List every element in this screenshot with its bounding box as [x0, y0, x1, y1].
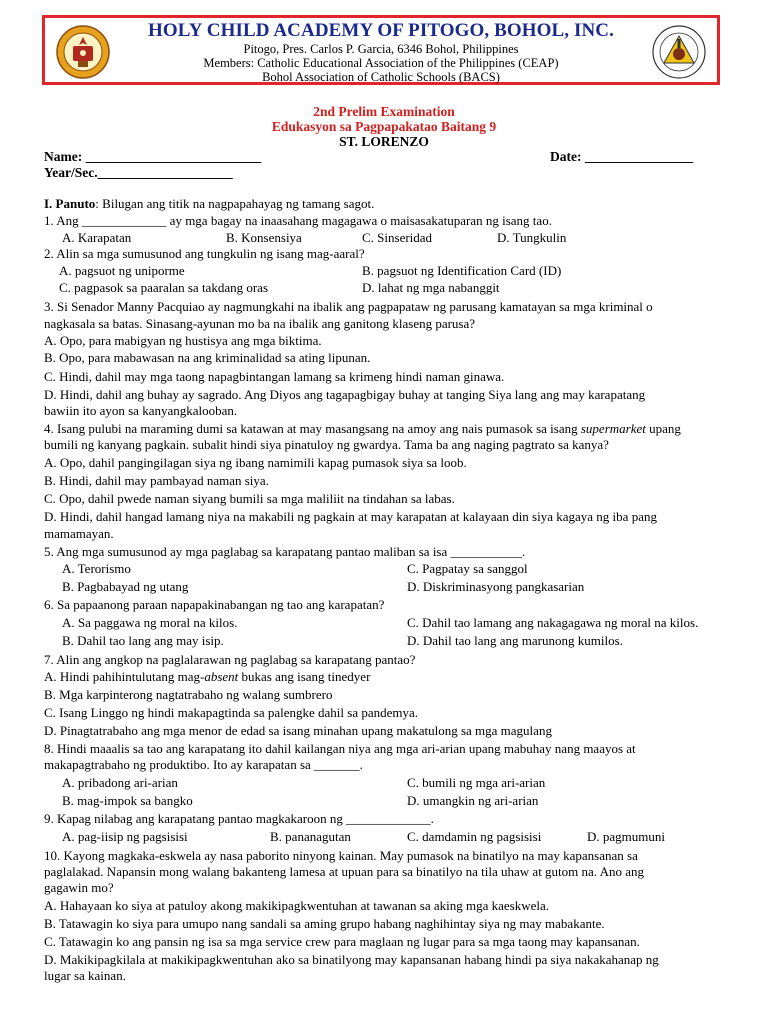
instruction-text: : Bilugan ang titik na nagpapahayag ng tamang sagot. [95, 196, 375, 211]
instruction-label: I. Panuto [44, 196, 96, 211]
ceap-seal-icon [652, 25, 706, 79]
date-field[interactable]: Date: ________________ [550, 149, 693, 164]
q9-choice-b[interactable]: B. pananagutan [270, 829, 351, 844]
q3-choice-d-line-2: bawiin ito ayon sa kanyangkalooban. [44, 403, 238, 418]
q8-choice-b[interactable]: B. mag-impok sa bangko [62, 793, 193, 808]
section-name: ST. LORENZO [339, 134, 429, 149]
q4-text-end: upang [645, 421, 681, 436]
instruction [44, 196, 374, 211]
q6-choice-a[interactable]: A. Sa paggawa ng moral na kilos. [62, 615, 238, 630]
question-8-line-1: 8. Hindi maaalis sa tao ang karapatang ito dahil kailangan niya ang mga ari-arian upang mabuhay nang maayos at [44, 741, 636, 756]
q2-choice-c[interactable]: C. pagpasok sa paaralan sa takdang oras [59, 280, 269, 295]
q6-choice-c[interactable]: C. Dahil tao lamang ang nakagagawa ng moral na kilos. [407, 615, 699, 630]
question-6: 6. Sa papaanong paraan napapakinabangan ng tao ang karapatan? [44, 597, 385, 612]
q8-choice-c[interactable]: C. bumili ng mga ari-arian [407, 775, 546, 790]
question-8-line-2: makapagtrabaho ng produktibo. Ito ay karapatan sa _______. [44, 757, 363, 772]
q9-choice-c[interactable]: C. damdamin ng pagsisisi [407, 829, 542, 844]
q10-choice-d-line-1[interactable]: D. Makikipagkilala at makikipagkwentuhan ako sa binatilyong may kapansanan habang hindi pa siya nakakahanap ng [44, 952, 659, 967]
q4-text-start: 4. Isang pulubi na maraming dumi sa katawan at may masangsang na amoy ang nais pumasok sa isang [44, 421, 581, 436]
q2-choice-a[interactable]: A. pagsuot ng uniporme [59, 263, 185, 278]
school-header [42, 15, 720, 85]
q8-choice-a[interactable]: A. pribadong ari-arian [62, 775, 178, 790]
question-10-line-2: paglalakad. Napansin mong walang bakanteng lamesa at upuan para sa binatilyo na tila uhaw at gutom na. Ano ang [44, 864, 644, 879]
q5-choice-b[interactable]: B. Pagbabayad ng utang [62, 579, 189, 594]
question-10-line-1: 10. Kayong magkaka-eskwela ay nasa paborito ninyong kainan. May pumasok na binatilyo na may kapansanan sa [44, 848, 638, 863]
year-section-field[interactable]: Year/Sec.____________________ [44, 165, 233, 180]
q10-choice-d-line-2: lugar sa kainan. [44, 968, 126, 983]
q7-choice-d[interactable]: D. Pinagtatrabaho ang mga menor de edad sa isang minahan upang makatulong sa mga magulang [44, 723, 552, 738]
question-7: 7. Alin ang angkop na paglalarawan ng paglabag sa karapatang pantao? [44, 652, 416, 667]
q1-choice-a[interactable]: A. Karapatan [62, 230, 132, 245]
q5-choice-c[interactable]: C. Pagpatay sa sanggol [407, 561, 528, 576]
question-2: 2. Alin sa mga sumusunod ang tungkulin ng isang mag-aaral? [44, 246, 365, 261]
q6-choice-b[interactable]: B. Dahil tao lang ang may isip. [62, 633, 224, 648]
q10-choice-c[interactable]: C. Tatawagin ko ang pansin ng isa sa mga service crew para maglaan ng lugar para sa mga taong may kapansanan. [44, 934, 640, 949]
q4-choice-d-line-1[interactable]: D. Hindi, dahil hangad lamang niya na makabili ng pagkain at may karapatan at kalayaan din siya kagaya ng iba pang [44, 509, 657, 524]
question-4-line-2: bumili ng kanyang pagkain. subalit hindi siya pinatuloy ng gwardya. Tama ba ang naging pagtrato sa kanya? [44, 437, 609, 452]
membership-line: Members: Catholic Educational Association of the Philippines (CEAP) [203, 56, 559, 70]
q7-choice-b[interactable]: B. Mga karpinterong nagtatrabaho ng walang sumbrero [44, 687, 333, 702]
q1-choice-d[interactable]: D. Tungkulin [497, 230, 567, 245]
question-3-line-1: 3. Si Senador Manny Pacquiao ay nagmungkahi na ibalik ang pagpapataw ng parusang kamatayan sa mga kriminal o [44, 299, 653, 314]
question-4-line-1 [44, 421, 681, 436]
q7a-text-start: A. Hindi pahihintulutang mag- [44, 669, 205, 684]
exam-title: 2nd Prelim Examination [313, 104, 455, 119]
q4-choice-c[interactable]: C. Opo, dahil pwede naman siyang bumili sa mga maliliit na tindahan sa labas. [44, 491, 455, 506]
q3-choice-c[interactable]: C. Hindi, dahil may mga taong napagbintangan lamang sa krimeng hindi naman ginawa. [44, 369, 505, 384]
q10-choice-a[interactable]: A. Hahayaan ko siya at patuloy akong makikipagkwentuhan at tawanan sa aking mga kaeskwela. [44, 898, 550, 913]
q1-choice-c[interactable]: C. Sinseridad [362, 230, 433, 245]
question-9: 9. Kapag nilabag ang karapatang pantao magkakaroon ng _____________. [44, 811, 434, 826]
q1-choice-b[interactable]: B. Konsensiya [226, 230, 302, 245]
q3-choice-b[interactable]: B. Opo, para mabawasan na ang kriminalidad sa ating lipunan. [44, 350, 371, 365]
q7a-italic-word: absent [204, 669, 239, 684]
q5-choice-d[interactable]: D. Diskriminasyong pangkasarian [407, 579, 585, 594]
q8-choice-d[interactable]: D. umangkin ng ari-arian [407, 793, 539, 808]
q7-choice-c[interactable]: C. Isang Linggo ng hindi makapagtinda sa palengke dahil sa pandemya. [44, 705, 419, 720]
question-3-line-2: nagkasala sa batas. Sinasang-ayunan mo ba na ibalik ang ganitong klaseng parusa? [44, 316, 476, 331]
q10-choice-b[interactable]: B. Tatawagin ko siya para umupo nang sandali sa aming grupo habang naghihintay siya ng may mabakante. [44, 916, 605, 931]
q9-choice-a[interactable]: A. pag-iisip ng pagsisisi [62, 829, 188, 844]
q5-choice-a[interactable]: A. Terorismo [62, 561, 131, 576]
association-line: Bohol Association of Catholic Schools (BACS) [262, 70, 500, 84]
question-5: 5. Ang mga sumusunod ay mga paglabag sa karapatang pantao maliban sa isa ___________. [44, 544, 526, 559]
q7a-text-end: bukas ang isang tinedyer [238, 669, 371, 684]
q4-choice-d-line-2: mamamayan. [44, 526, 114, 541]
q4-choice-a[interactable]: A. Opo, dahil pangingilagan siya ng ibang namimili kapag pumasok siya sa loob. [44, 455, 467, 470]
school-name: HOLY CHILD ACADEMY OF PITOGO, BOHOL, INC. [148, 20, 614, 41]
q4-italic-word: supermarket [580, 421, 646, 436]
question-10-line-3: gagawin mo? [44, 880, 114, 895]
q9-choice-d[interactable]: D. pagmumuni [587, 829, 665, 844]
q7-choice-a[interactable] [44, 669, 370, 684]
question-1: 1. Ang _____________ ay mga bagay na inaasahang magagawa o maisasakatuparan ng isang tao. [44, 213, 552, 228]
school-address: Pitogo, Pres. Carlos P. Garcia, 6346 Bohol, Philippines [243, 42, 519, 56]
q3-choice-d-line-1[interactable]: D. Hindi, dahil ang buhay ay sagrado. Ang Diyos ang tagapagbigay buhay at tanging Siya lang ang may karapatang [44, 387, 646, 402]
name-field[interactable]: Name: __________________________ [44, 149, 262, 164]
q4-choice-b[interactable]: B. Hindi, dahil may pambayad naman siya. [44, 473, 269, 488]
q2-choice-b[interactable]: B. pagsuot ng Identification Card (ID) [362, 263, 562, 278]
q3-choice-a[interactable]: A. Opo, para mabigyan ng hustisya ang mga biktima. [44, 333, 322, 348]
q6-choice-d[interactable]: D. Dahil tao lang ang marunong kumilos. [407, 633, 623, 648]
q2-choice-d[interactable]: D. lahat ng mga nabanggit [362, 280, 500, 295]
exam-subject: Edukasyon sa Pagpapakatao Baitang 9 [271, 119, 497, 134]
